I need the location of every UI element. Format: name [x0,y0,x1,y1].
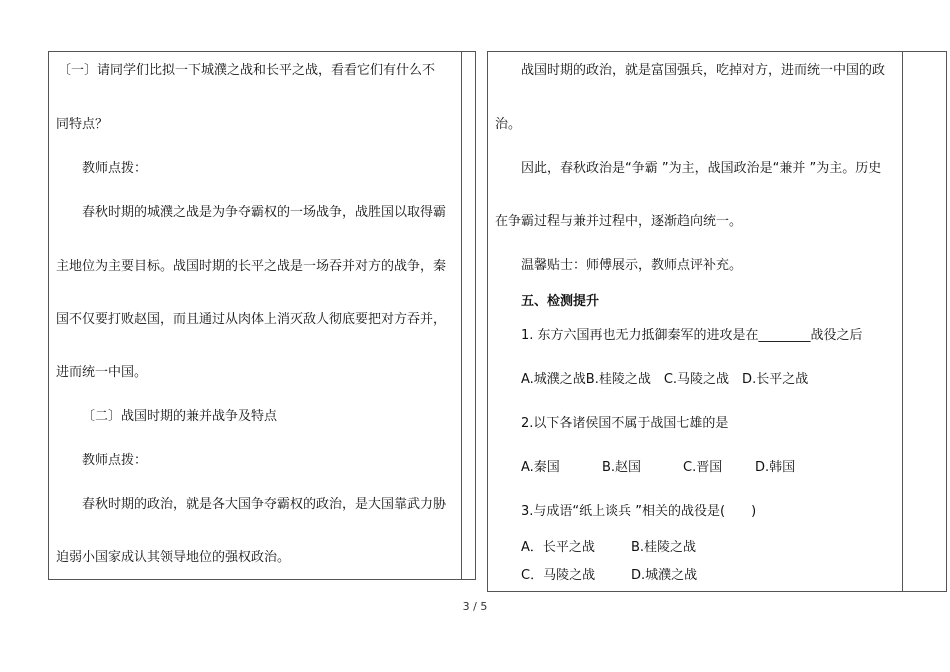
left-table-divider [461,51,462,580]
right-p1-line1: 战国时期的政治，就是富国强兵，吃掉对方，进而统一中国的政 [521,63,886,78]
left-hint2: 教师点拨： [82,453,148,468]
right-tip: 温馨贴士：师傅展示，教师点评补充。 [521,258,743,273]
question-1-options: A.城濮之战B.桂陵之战 C.马陵之战 D.长平之战 [521,372,809,387]
page-number: 3 / 5 [462,600,488,613]
left-p1-line2: 同特点？ [56,117,109,132]
question-2-option-d: D.韩国 [755,460,796,475]
left-section2-title: 〔二〕战国时期的兼并战争及特点 [82,409,278,424]
question-2-option-a: A.秦国 [521,460,560,475]
right-p1-line2: 治。 [495,117,522,132]
left-p2-line1: 春秋时期的城濮之战是为争夺霸权的一场战争，战胜国以取得霸 [82,205,447,220]
question-3-option-c: C．马陵之战 [521,568,596,583]
question-3-option-a: A．长平之战 [521,540,595,555]
left-p2-line4: 进而统一中国。 [56,365,148,380]
section5-title: 五、检测提升 [521,294,600,309]
right-table-divider [902,51,903,592]
question-2: 2.以下各诸侯国不属于战国七雄的是 [521,416,729,431]
question-2-option-c: C.晋国 [683,460,723,475]
left-hint1: 教师点拨： [82,161,148,176]
question-3-option-d: D.城濮之战 [631,568,698,583]
question-2-option-b: B.赵国 [602,460,642,475]
left-p2-line2: 主地位为主要目标。战国时期的长平之战是一场吞并对方的战争，秦 [56,259,447,274]
question-1: 1. 东方六国再也无力抵御秦军的进攻是在________战役之后 [521,328,863,343]
question-3: 3.与成语“纸上谈兵 ”相关的战役是( ) [521,504,757,519]
left-p3-line2: 迫弱小国家成认其领导地位的强权政治。 [56,550,291,565]
left-p2-line3: 国不仅要打败赵国，而且通过从肉体上消灭敌人彻底要把对方吞并， [56,312,447,327]
question-3-option-b: B.桂陵之战 [631,540,697,555]
left-p3-line1: 春秋时期的政治，就是各大国争夺霸权的政治，是大国靠武力胁 [82,497,447,512]
left-p1-line1: 〔一〕请同学们比拟一下城濮之战和长平之战，看看它们有什么不 [58,63,436,78]
right-p2-line1: 因此，春秋政治是“争霸 ”为主，战国政治是“兼并 ”为主。历史 [521,161,882,176]
right-p2-line2: 在争霸过程与兼并过程中，逐渐趋向统一。 [495,214,743,229]
